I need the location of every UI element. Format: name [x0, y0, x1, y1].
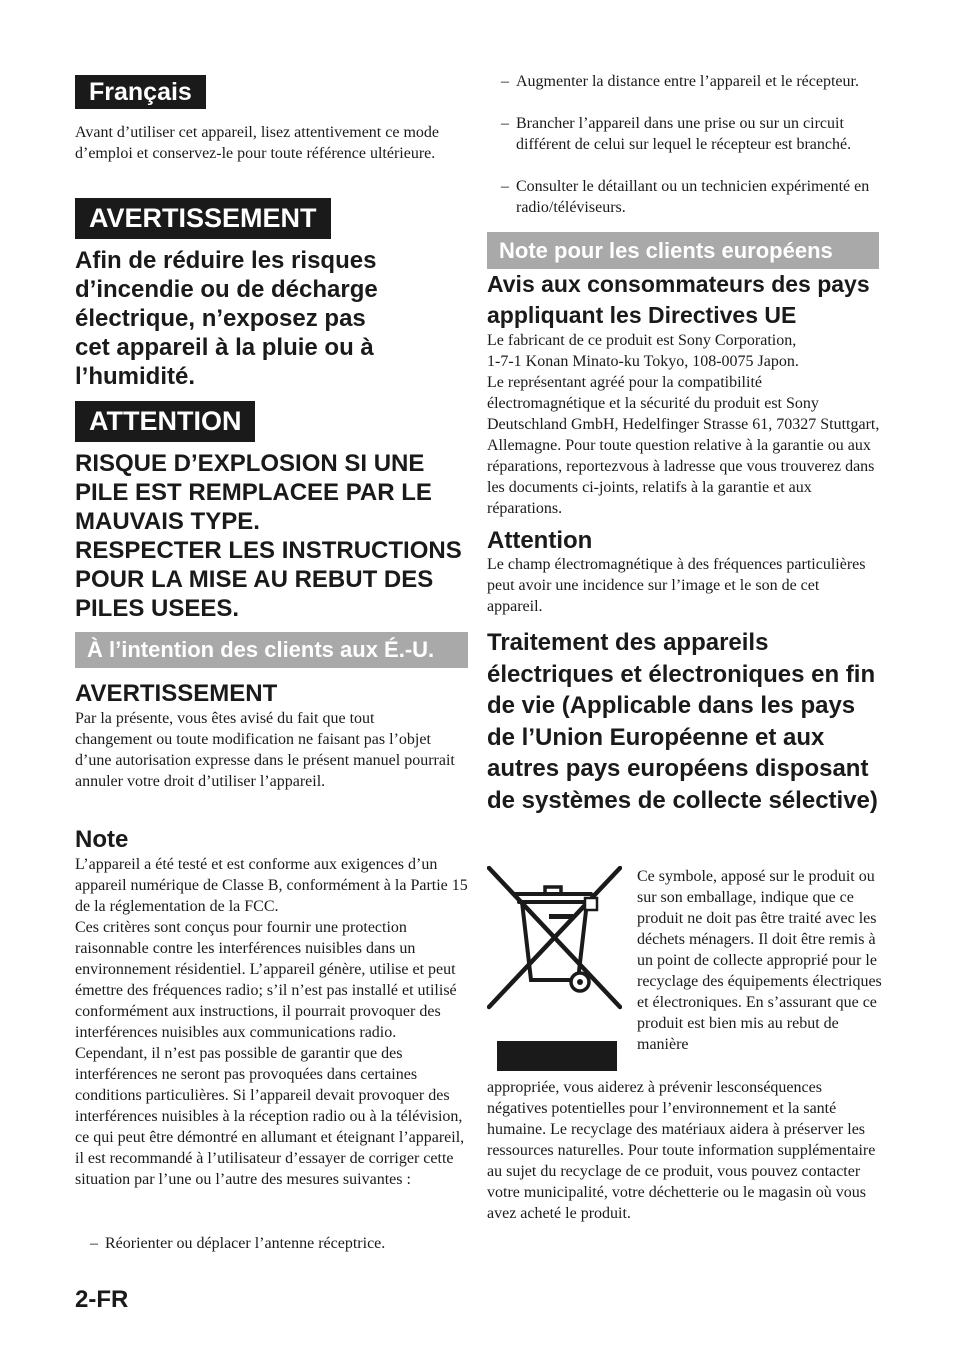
page-number: 2-FR — [75, 1286, 129, 1313]
measure-text: Consulter le détaillant ou un technicien expérimenté en radio/téléviseurs. — [516, 178, 870, 216]
measure-text: Brancher l’appareil dans une prise ou sur un circuit différent de celui sur lequel le récepteur est branché. — [516, 115, 852, 153]
eu-manufacturer-line-1: Le fabricant de ce produit est Sony Corporation, — [487, 332, 797, 349]
us-warning-title: AVERTISSEMENT — [75, 680, 278, 707]
eu-representative-text: Le représentant agréé pour la compatibilité électromagnétique et la sécurité du produit est Sony Deutschland GmbH, Hedelfinger Strasse 61, 70327 Stuttgart, Allemagne. Pour toute question relative à la garantie ou aux réparations, reportezvous à ladresse que vous trouverez dans les documents ci-joints, relatifs à la garantie et aux réparations. — [487, 374, 880, 517]
dash-marker: – — [90, 1235, 98, 1252]
weee-text-side: Ce symbole, apposé sur le produit ou sur son emballage, indique que ce produit ne doit pas être traité avec les déchets ménagers. Il doit être remis à un point de collecte approprié pour le recyclage des équipements électriques et électroniques. En s’assurant que ce produit est bien mis au rebut de manière — [637, 868, 882, 1053]
weee-text-full: appropriée, vous aiderez à prévenir lesconséquences négatives potentielles pour l’environnement et la santé humaine. Le recyclage des matériaux aidera à préserver les ressources naturelles. Pour toute information supplémentaire au sujet du recyclage de ce produit, vous pouvez contacter votre municipalité, votre déchetterie ou le magasin où vous avez acheté le produit. — [487, 1079, 876, 1222]
measure-text: Réorienter ou déplacer l’antenne réceptrice. — [105, 1235, 386, 1252]
warning-heading: AVERTISSEMENT — [75, 198, 331, 239]
note-body — [75, 854, 470, 1190]
attention-text-2: RESPECTER LES INSTRUCTIONS POUR LA MISE AU REBUT DES PILES USEES. — [75, 537, 462, 622]
dash-marker: – — [501, 115, 509, 132]
lang-heading: Français — [75, 75, 206, 109]
attention-title: Attention — [487, 527, 593, 554]
measure-item-2 — [501, 71, 871, 92]
weee-title: Traitement des appareils électriques et électroniques en fin de vie (Applicable dans les pays de l’Union Européenne et aux autres pays européens disposant de systèmes de collecte sélective) — [487, 629, 878, 814]
eu-clients-heading: Note pour les clients européens — [487, 232, 879, 269]
us-clients-heading: À l’intention des clients aux É.-U. — [75, 632, 468, 668]
attention-heading: ATTENTION — [75, 401, 255, 442]
us-warning-text: Par la présente, vous êtes avisé du fait que tout changement ou toute modification ne faisant pas l’objet d’une autorisation expresse dans le présent manuel pourrait annuler votre droit d’utiliser l’appareil. — [75, 710, 455, 790]
note-paragraph-3: Cependant, il n’est pas possible de garantir que des interférences ne seront pas provoquées dans certaines conditions particulières. Si l’appareil devait provoquer des interférences nuisibles à la réception radio ou à la télévision, ce qui peut être démontré en allumant et éteignant l’appareil, il est recommandé à l’utilisateur d’essayer de corriger cette situation par l’une ou l’autre des mesures suivantes : — [75, 1045, 465, 1188]
note-title: Note — [75, 826, 129, 853]
eu-manufacturer-line-2: 1-7-1 Konan Minato-ku Tokyo, 108-0075 Japon. — [487, 353, 799, 370]
measure-item-1 — [90, 1233, 470, 1254]
warning-text: Afin de réduire les risques d’incendie ou de décharge électrique, n’exposez pas cet appareil à la pluie ou à l’humidité. — [75, 247, 378, 390]
note-paragraph-1: L’appareil a été testé et est conforme aux exigences d’un appareil numérique de Classe B, conformément à la Partie 15 de la réglementation de la FCC. — [75, 856, 468, 915]
eu-body — [487, 330, 882, 519]
dash-marker: – — [501, 178, 509, 195]
eu-title: Avis aux consommateurs des pays appliquant les Directives UE — [487, 271, 870, 328]
dash-marker: – — [501, 73, 509, 90]
attention-text: Le champ électromagnétique à des fréquences particulières peut avoir une incidence sur l’image et le son de cet appareil. — [487, 556, 866, 615]
measure-item-3 — [501, 113, 871, 155]
intro-text: Avant d’utiliser cet appareil, lisez attentivement ce mode d’emploi et conservez-le pour toute référence ultérieure. — [75, 124, 439, 162]
note-paragraph-2: Ces critères sont conçus pour fournir une protection raisonnable contre les interférences nuisibles dans un environnement résidentiel. L’appareil génère, utilise et peut émettre des fréquences radio; s’il n’est pas installé et utilisé conformément aux instructions, il pourrait provoquer des interférences nuisibles aux communications radio. — [75, 919, 457, 1041]
attention-text-1: RISQUE D’EXPLOSION SI UNE PILE EST REMPLACEE PAR LE MAUVAIS TYPE. — [75, 450, 432, 535]
crossed-out-bin-icon — [487, 866, 622, 1072]
measure-item-4 — [501, 176, 871, 218]
measure-text: Augmenter la distance entre l’appareil et le récepteur. — [516, 73, 859, 90]
